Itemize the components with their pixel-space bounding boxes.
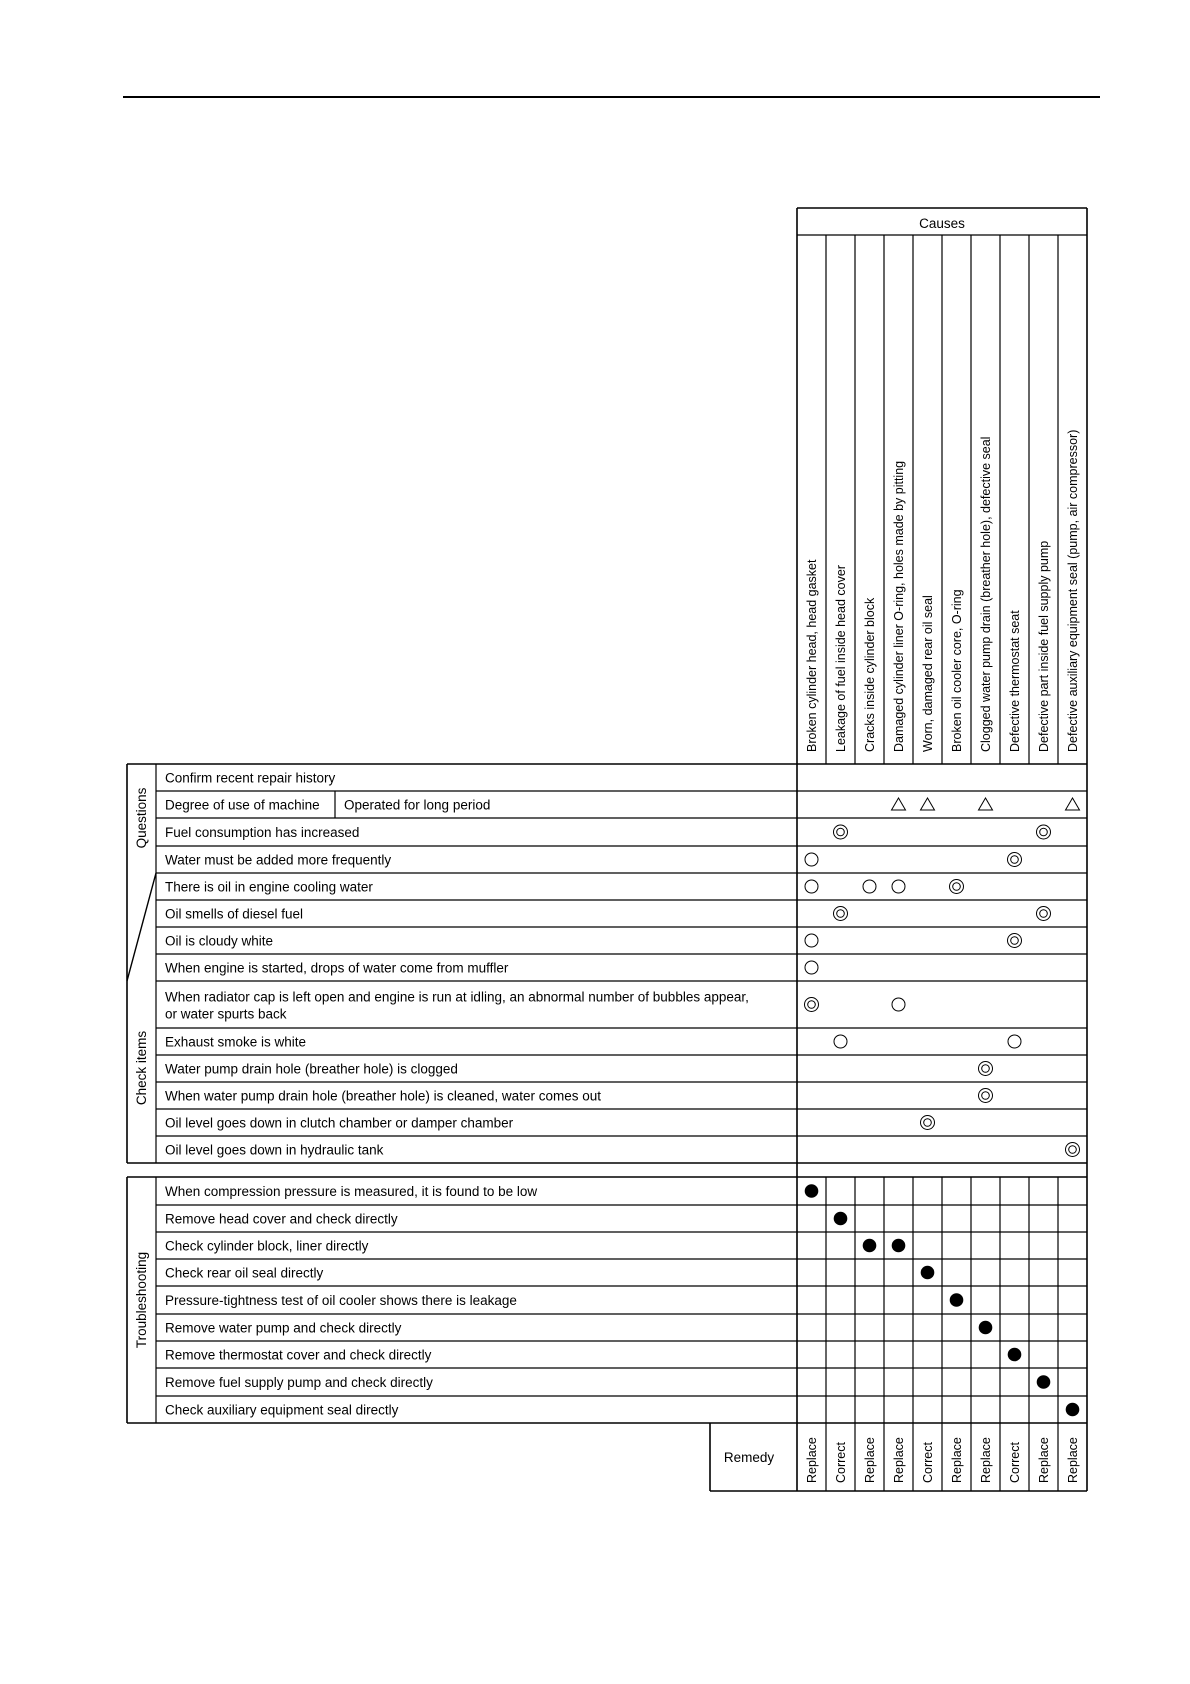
- check-item-text: Oil smells of diesel fuel: [165, 906, 304, 922]
- double-circle-inner: [1011, 856, 1019, 864]
- remedy-value: Correct: [921, 1442, 935, 1483]
- double-circle-mark: [1008, 853, 1022, 867]
- filled-circle-mark: [1037, 1375, 1051, 1389]
- remedy-label: Remedy: [723, 1450, 775, 1465]
- remedy-value: Replace: [1037, 1437, 1051, 1483]
- filled-circle-mark: [1066, 1403, 1080, 1417]
- cause-label: Broken cylinder head, head gasket: [805, 559, 819, 752]
- filled-circle-mark: [834, 1212, 848, 1226]
- remedy-value: Replace: [979, 1437, 993, 1483]
- circle-mark: [892, 998, 905, 1011]
- cause-label: Cracks inside cylinder block: [863, 597, 877, 752]
- double-circle-mark: [1008, 934, 1022, 948]
- troubleshooting-item-text: Check auxiliary equipment seal directly: [165, 1402, 399, 1418]
- filled-circle-mark: [863, 1239, 877, 1253]
- cause-label: Damaged cylinder liner O-ring, holes made by pitting: [892, 460, 906, 752]
- causes-heading: Causes: [919, 216, 965, 231]
- remedy-value: Replace: [1066, 1437, 1080, 1483]
- filled-circle-mark: [892, 1239, 906, 1253]
- remedy-value: Correct: [1008, 1442, 1022, 1483]
- check-item-text: Exhaust smoke is white: [165, 1034, 307, 1050]
- cause-label: Defective auxiliary equipment seal (pump, air compressor): [1066, 429, 1080, 752]
- triangle-mark: [979, 798, 993, 810]
- questions-section-label: Questions: [134, 787, 149, 849]
- check-item-text: When water pump drain hole (breather hole) is cleaned, water comes out: [165, 1088, 601, 1104]
- check-item-text: There is oil in engine cooling water: [165, 879, 373, 895]
- circle-mark: [805, 961, 818, 974]
- check-item-text: Water pump drain hole (breather hole) is clogged: [165, 1061, 458, 1077]
- double-circle-inner: [924, 1119, 932, 1127]
- cause-label: Worn, damaged rear oil seal: [921, 595, 935, 752]
- double-circle-inner: [953, 883, 961, 891]
- triangle-mark: [1066, 798, 1080, 810]
- double-circle-mark: [950, 880, 964, 894]
- circle-mark: [805, 934, 818, 947]
- troubleshooting-item-text: Check rear oil seal directly: [165, 1265, 324, 1281]
- check-item-text-line2: or water spurts back: [165, 1006, 287, 1022]
- remedy-value: Replace: [892, 1437, 906, 1483]
- check-item-text: Confirm recent repair history: [165, 770, 336, 786]
- troubleshooting-item-text: Remove fuel supply pump and check directly: [165, 1375, 433, 1390]
- double-circle-inner: [982, 1092, 990, 1100]
- check-item-subtext: Operated for long period: [344, 797, 491, 813]
- remedy-value: Replace: [950, 1437, 964, 1483]
- cause-label: Broken oil cooler core, O-ring: [950, 589, 964, 752]
- cause-label: Leakage of fuel inside head cover: [834, 565, 848, 752]
- remedy-value: Replace: [863, 1437, 877, 1483]
- check-item-text: Oil is cloudy white: [165, 933, 274, 949]
- troubleshooting-item-text: Remove head cover and check directly: [165, 1211, 398, 1227]
- double-circle-mark: [1066, 1143, 1080, 1157]
- circle-mark: [805, 880, 818, 893]
- double-circle-inner: [837, 910, 845, 918]
- filled-circle-mark: [1008, 1348, 1022, 1362]
- filled-circle-mark: [921, 1266, 935, 1280]
- double-circle-inner: [837, 828, 845, 836]
- double-circle-mark: [1037, 907, 1051, 921]
- filled-circle-mark: [950, 1293, 964, 1307]
- double-circle-inner: [808, 1001, 816, 1009]
- cause-label: Defective part inside fuel supply pump: [1037, 540, 1051, 752]
- filled-circle-mark: [979, 1321, 993, 1335]
- circle-mark: [892, 880, 905, 893]
- check-item-text: Degree of use of machine: [165, 797, 320, 813]
- troubleshooting-item-text: Remove water pump and check directly: [165, 1320, 402, 1336]
- troubleshooting-section-label: Troubleshooting: [134, 1251, 149, 1349]
- double-circle-mark: [805, 998, 819, 1012]
- double-circle-mark: [834, 907, 848, 921]
- check-item-text: When engine is started, drops of water come from muffler: [165, 960, 509, 976]
- troubleshooting-item-text: Pressure-tightness test of oil cooler shows there is leakage: [165, 1293, 517, 1308]
- double-circle-inner: [1069, 1146, 1077, 1154]
- circle-mark: [834, 1035, 847, 1048]
- filled-circle-mark: [805, 1184, 819, 1198]
- remedy-value: Correct: [834, 1442, 848, 1483]
- troubleshooting-item-text: Remove thermostat cover and check directly: [165, 1347, 432, 1363]
- check-item-text: When radiator cap is left open and engine is run at idling, an abnormal number of bubbles appear,: [165, 989, 749, 1005]
- double-circle-mark: [979, 1089, 993, 1103]
- troubleshooting-item-text: When compression pressure is measured, it is found to be low: [165, 1184, 538, 1199]
- triangle-mark: [892, 798, 906, 810]
- check-item-text: Oil level goes down in clutch chamber or damper chamber: [165, 1115, 514, 1131]
- double-circle-inner: [1040, 910, 1048, 918]
- circle-mark: [805, 853, 818, 866]
- double-circle-mark: [979, 1062, 993, 1076]
- double-circle-mark: [834, 825, 848, 839]
- double-circle-inner: [1011, 937, 1019, 945]
- double-circle-mark: [921, 1116, 935, 1130]
- check-item-text: Oil level goes down in hydraulic tank: [165, 1142, 384, 1158]
- check-item-text: Fuel consumption has increased: [165, 825, 360, 840]
- remedy-value: Replace: [805, 1437, 819, 1483]
- cause-label: Defective thermostat seat: [1008, 610, 1022, 752]
- cause-label: Clogged water pump drain (breather hole), defective seal: [979, 436, 993, 752]
- troubleshooting-item-text: Check cylinder block, liner directly: [165, 1238, 369, 1254]
- circle-mark: [863, 880, 876, 893]
- double-circle-mark: [1037, 825, 1051, 839]
- check-item-text: Water must be added more frequently: [165, 852, 392, 868]
- triangle-mark: [921, 798, 935, 810]
- double-circle-inner: [1040, 828, 1048, 836]
- check-items-section-label: Check items: [134, 1030, 149, 1106]
- section-divider-diagonal: [127, 873, 156, 981]
- circle-mark: [1008, 1035, 1021, 1048]
- double-circle-inner: [982, 1065, 990, 1073]
